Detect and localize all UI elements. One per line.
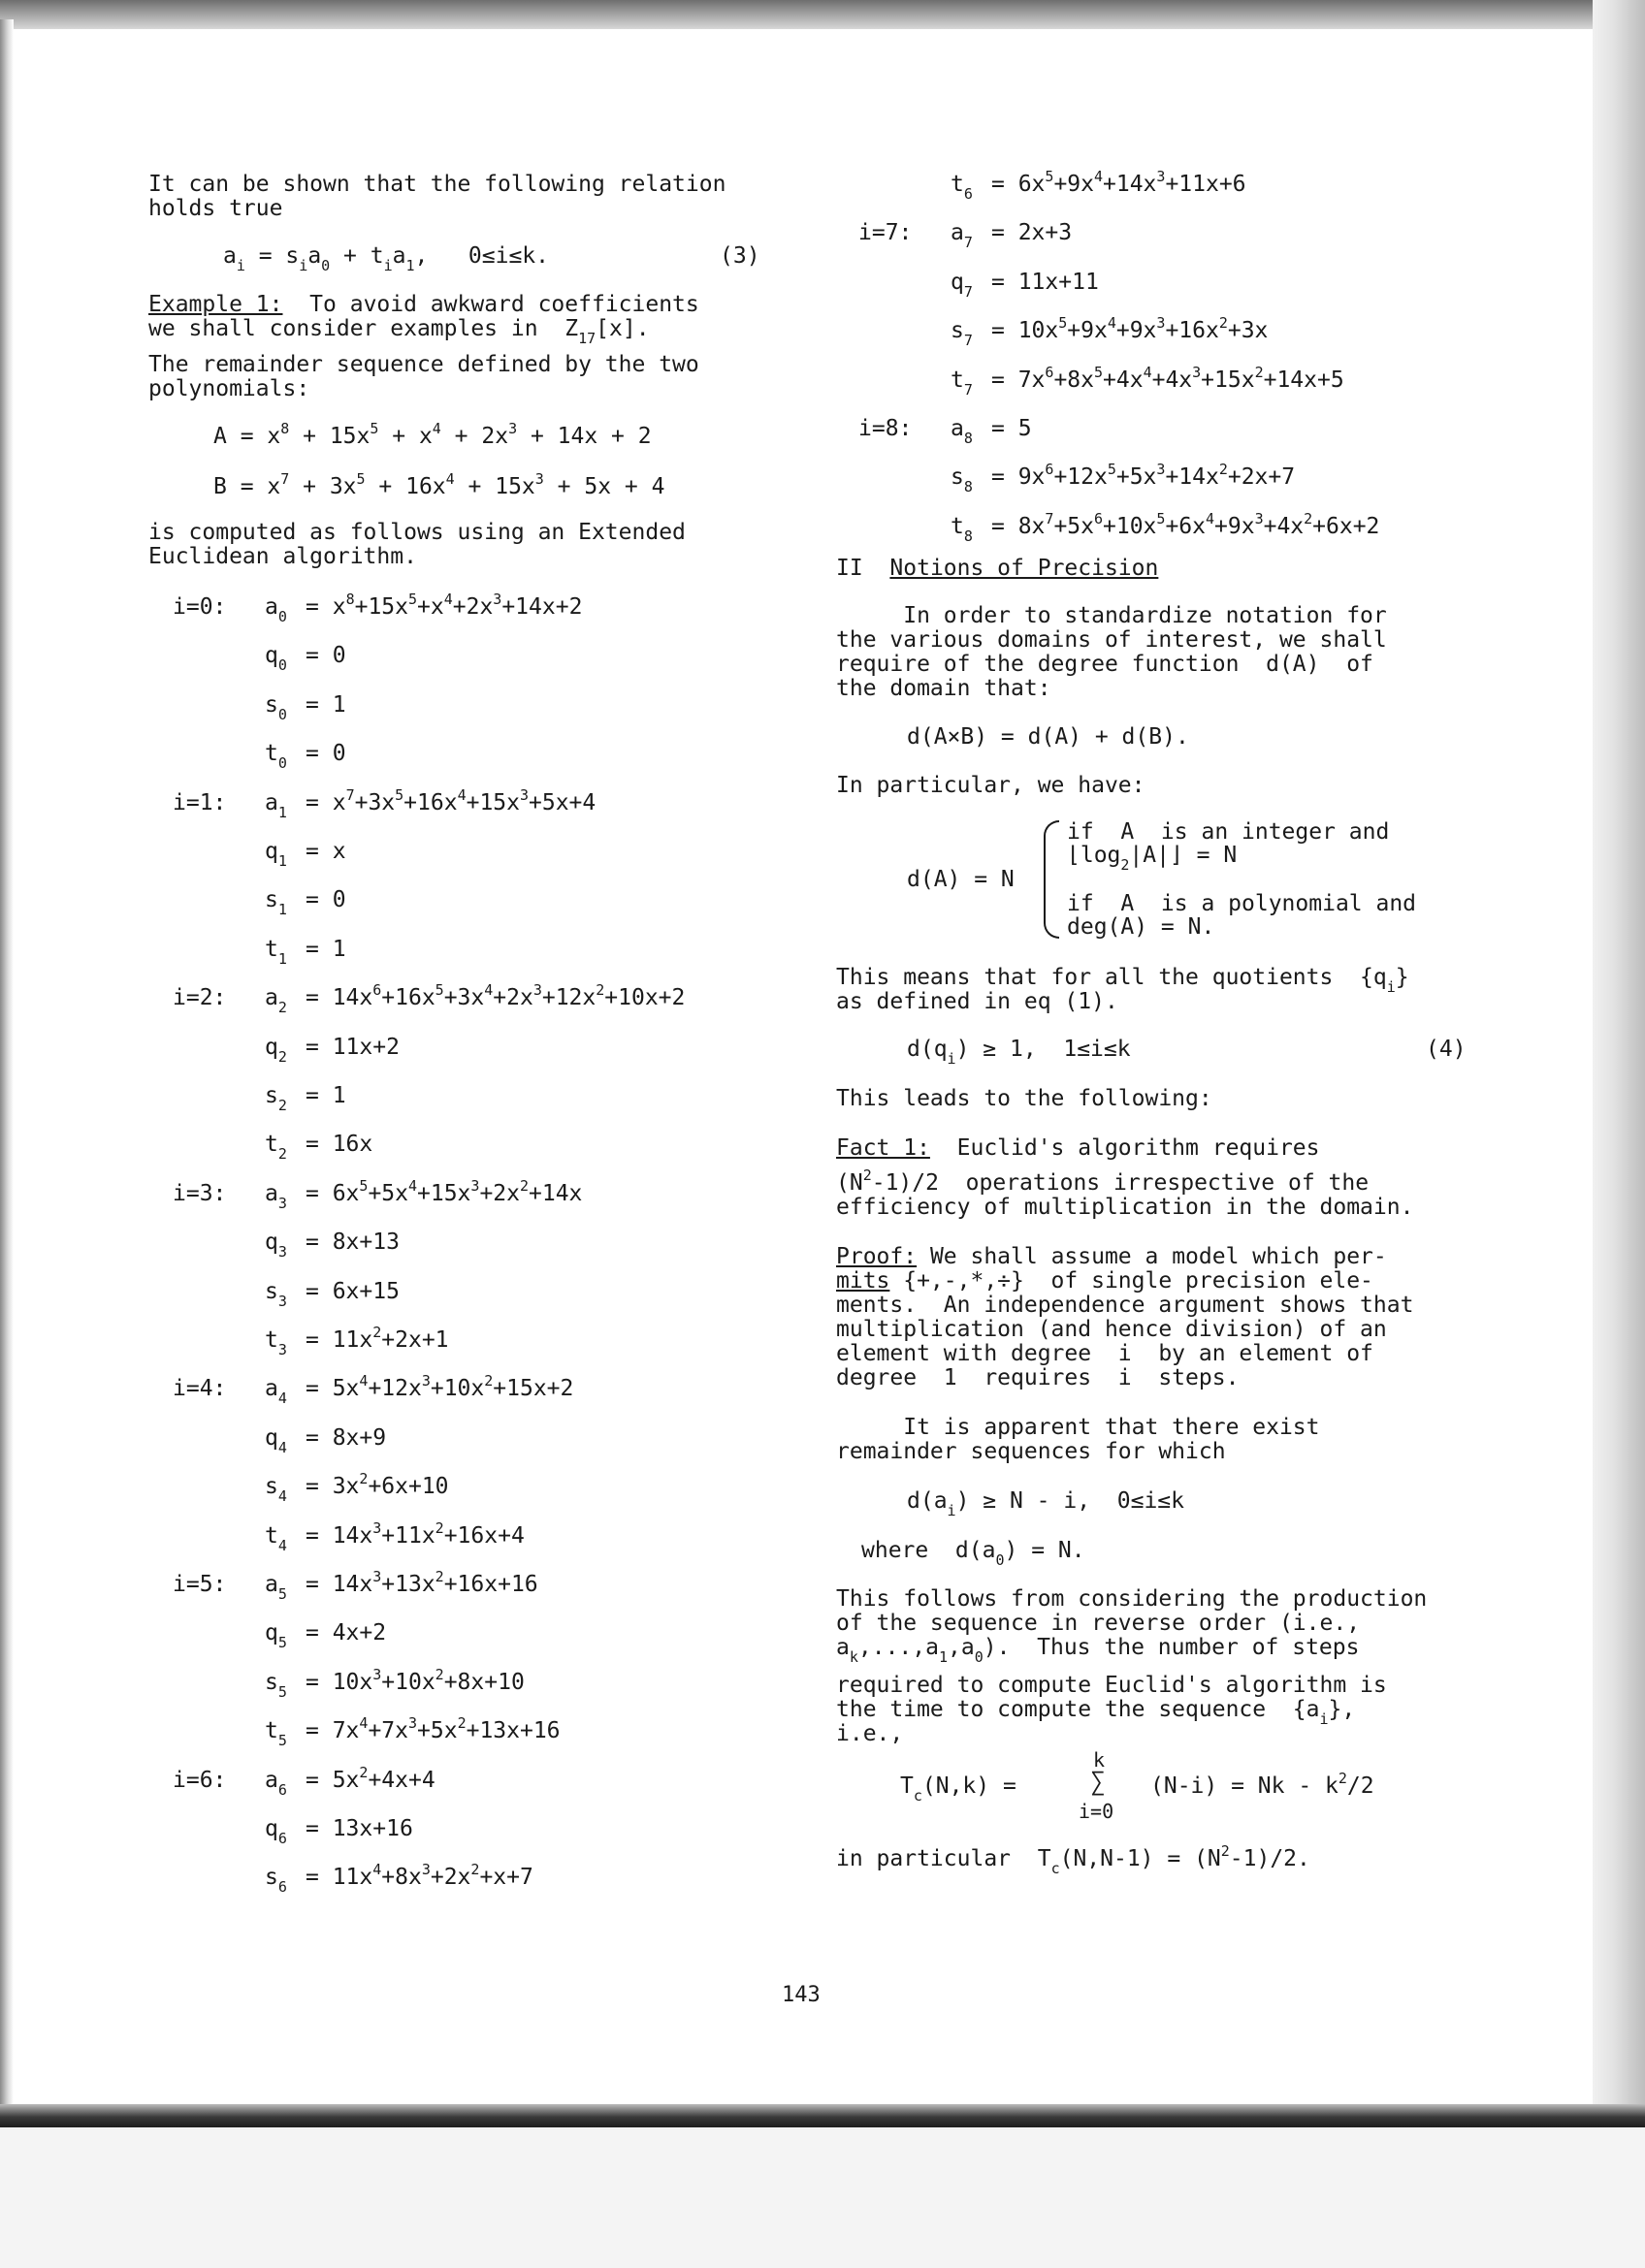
step-variable: $a_2$ bbox=[265, 985, 287, 1017]
polynomial-B: $B = x^7 + 3x^5 + 16x^4 + 15x^3 + 5x + 4$ bbox=[213, 470, 665, 499]
step-value: = 8x+13 bbox=[306, 1230, 400, 1256]
step-value: = $10x^3+10x^2+8x+10$ bbox=[306, 1665, 525, 1695]
step-value: = $7x^6+8x^5+4x^4+4x^3+15x^2+14x+5$ bbox=[991, 363, 1344, 393]
example-1-label: Example 1: bbox=[148, 292, 283, 317]
step-variable: $t_5$ bbox=[265, 1718, 287, 1750]
step-variable: $a_8$ bbox=[951, 416, 973, 447]
step-variable: $a_6$ bbox=[265, 1767, 287, 1799]
step-variable: $s_5$ bbox=[265, 1669, 287, 1701]
intro-line-1: It can be shown that the following relation bbox=[148, 172, 726, 197]
step-value: = $11x^4+8x^3+2x^2+x+7$ bbox=[306, 1861, 533, 1891]
step-value: = x bbox=[306, 839, 346, 864]
step-variable: $t_6$ bbox=[951, 172, 973, 203]
para1-line-2: the various domains of interest, we shall bbox=[836, 627, 1387, 653]
means-line-2: as defined in eq (1). bbox=[836, 989, 1118, 1014]
step-value: = 5 bbox=[991, 416, 1032, 441]
step-variable: $a_0$ bbox=[265, 594, 287, 625]
step-label: i=5: bbox=[173, 1572, 227, 1597]
summation-symbol: ∑ bbox=[1090, 1768, 1106, 1797]
step-value: = $6x^5+9x^4+14x^3+11x+6$ bbox=[991, 168, 1246, 197]
step-variable: $a_7$ bbox=[951, 220, 973, 252]
step-label: i=2: bbox=[173, 985, 227, 1011]
step-variable: $t_4$ bbox=[265, 1522, 287, 1554]
para1-line-4: the domain that: bbox=[836, 676, 1051, 701]
computed-text-1: is computed as follows using an Extended bbox=[148, 520, 686, 545]
step-variable: $q_1$ bbox=[265, 839, 287, 870]
case-2-line-1: if A is a polynomial and bbox=[1067, 891, 1417, 916]
step-variable: $a_1$ bbox=[265, 789, 287, 821]
proof-line-2: mits {+,-,*,÷} of single precision ele- bbox=[836, 1268, 1373, 1294]
step-variable: $s_4$ bbox=[265, 1474, 287, 1506]
follows-line-4: required to compute Euclid's algorithm is bbox=[836, 1673, 1387, 1698]
step-variable: $q_0$ bbox=[265, 643, 287, 675]
means-line-1: This means that for all the quotients $\{q_i\}$ bbox=[836, 965, 1409, 996]
step-label: i=1: bbox=[173, 789, 227, 815]
step-variable: $s_2$ bbox=[265, 1083, 287, 1114]
follows-line-2: of the sequence in reverse order (i.e., bbox=[836, 1611, 1361, 1636]
equation-number-3: (3) bbox=[720, 243, 760, 269]
step-variable: $t_2$ bbox=[265, 1132, 287, 1164]
proof-line-4: multiplication (and hence division) of an bbox=[836, 1317, 1387, 1342]
proof-line-3: ments. An independence argument shows that bbox=[836, 1293, 1414, 1318]
apparent-line-1: It is apparent that there exist bbox=[836, 1415, 1320, 1440]
section-heading bbox=[836, 557, 1158, 581]
section-title: Notions of Precision bbox=[889, 556, 1159, 581]
fact-1-line-1: Fact 1: Euclid's algorithm requires bbox=[836, 1135, 1320, 1161]
step-value: = 1 bbox=[306, 936, 346, 962]
step-value: = 13x+16 bbox=[306, 1816, 413, 1841]
step-variable: $t_7$ bbox=[951, 367, 973, 399]
step-value: = 8x+9 bbox=[306, 1424, 387, 1451]
equation-4: $d(q_i) \ge 1$, 1≤i≤k bbox=[907, 1037, 1131, 1068]
step-value: = $10x^5+9x^4+9x^3+16x^2+3x$ bbox=[991, 314, 1269, 344]
step-variable: $t_1$ bbox=[265, 936, 287, 968]
section-number: II bbox=[836, 556, 863, 581]
step-value: = $5x^2+4x+4$ bbox=[306, 1763, 435, 1793]
step-variable: $q_3$ bbox=[265, 1230, 287, 1262]
leads-text: This leads to the following: bbox=[836, 1086, 1212, 1111]
proof-line-5: element with degree i by an element of bbox=[836, 1341, 1373, 1366]
step-variable: $s_7$ bbox=[951, 318, 973, 350]
scan-background bbox=[0, 2127, 1645, 2268]
case-1-line-1: if A is an integer and bbox=[1067, 819, 1390, 845]
sum-upper-limit: k bbox=[1093, 1748, 1106, 1772]
step-variable: $q_5$ bbox=[265, 1620, 287, 1652]
step-label: i=0: bbox=[173, 594, 227, 620]
fact-1-line-3: efficiency of multiplication in the domain. bbox=[836, 1195, 1414, 1220]
step-variable: $q_7$ bbox=[951, 269, 973, 301]
step-variable: $q_6$ bbox=[265, 1816, 287, 1847]
computed-text-2: Euclidean algorithm. bbox=[148, 544, 417, 569]
step-label: i=8: bbox=[858, 416, 913, 441]
equation-number-4: (4) bbox=[1426, 1037, 1467, 1062]
degree-equation: d(A×B) = d(A) + d(B). bbox=[907, 724, 1189, 750]
follows-line-5: the time to compute the sequence $\{a_i\}$, bbox=[836, 1697, 1356, 1728]
scan-shadow-bottom bbox=[0, 2104, 1645, 2127]
step-value: = $14x^3+11x^2+16x+4$ bbox=[306, 1518, 525, 1549]
tc-lhs: $T_c(N,k)$ = bbox=[900, 1773, 1016, 1805]
example-1-line-1: Example 1: To avoid awkward coefficients bbox=[148, 292, 699, 317]
step-value: = 6x+15 bbox=[306, 1278, 400, 1304]
step-value: = 1 bbox=[306, 691, 346, 718]
scan-shadow-right bbox=[1593, 0, 1645, 2124]
case-1-line-2: $⌊\log_2|A|⌋ = N$ bbox=[1067, 843, 1238, 874]
step-label: i=7: bbox=[858, 220, 913, 246]
para1-line-1: In order to standardize notation for bbox=[836, 603, 1387, 628]
degree-inequality: $d(a_i) \ge N - i$, 0≤i≤k bbox=[907, 1488, 1184, 1519]
step-variable: $s_6$ bbox=[265, 1865, 287, 1897]
step-label: i=6: bbox=[173, 1767, 227, 1793]
step-value: = $11x^2+2x+1$ bbox=[306, 1324, 449, 1353]
in-particular-text: In particular, we have: bbox=[836, 773, 1145, 798]
step-variable: $t_0$ bbox=[265, 741, 287, 773]
proof-line-1: Proof: We shall assume a model which per- bbox=[836, 1244, 1387, 1269]
where-line: where $d(a_0) = N$. bbox=[861, 1538, 1085, 1569]
proof-label: Proof: bbox=[836, 1244, 918, 1269]
case-2-line-2: deg(A) = N. bbox=[1067, 914, 1215, 940]
step-value: = 11x+2 bbox=[306, 1034, 400, 1060]
step-variable: $t_8$ bbox=[951, 513, 973, 545]
example-1-line-2: we shall consider examples in $Z_{17}[x]$. bbox=[148, 316, 650, 347]
step-value: = $14x^3+13x^2+16x+16$ bbox=[306, 1568, 538, 1597]
dA-lhs: d(A) = N bbox=[907, 867, 1015, 892]
step-variable: $s_1$ bbox=[265, 887, 287, 919]
page-number: 143 bbox=[782, 1983, 821, 2007]
para1-line-3: require of the degree function d(A) of bbox=[836, 652, 1373, 677]
cases-brace bbox=[1044, 820, 1059, 939]
fact-1-line-2: $(N^2-1)/2$ operations irrespective of the bbox=[836, 1166, 1370, 1196]
step-variable: $s_0$ bbox=[265, 691, 287, 723]
step-label: i=3: bbox=[173, 1180, 227, 1206]
step-variable: $q_2$ bbox=[265, 1034, 287, 1066]
step-value: = 1 bbox=[306, 1083, 346, 1108]
step-variable: $a_4$ bbox=[265, 1376, 287, 1408]
step-variable: $s_3$ bbox=[265, 1278, 287, 1310]
step-variable: $q_4$ bbox=[265, 1424, 287, 1456]
step-value: = $3x^2+6x+10$ bbox=[306, 1470, 449, 1500]
relation-equation: $a_i = s_ia_0 + t_ia_1$, 0≤i≤k. bbox=[223, 243, 549, 274]
step-variable: $a_3$ bbox=[265, 1180, 287, 1212]
step-value: = 0 bbox=[306, 741, 346, 767]
proof-line-6: degree 1 requires i steps. bbox=[836, 1365, 1240, 1390]
step-value: = $7x^4+7x^3+5x^2+13x+16$ bbox=[306, 1714, 561, 1744]
step-variable: $a_5$ bbox=[265, 1572, 287, 1603]
step-variable: $t_3$ bbox=[265, 1327, 287, 1358]
step-value: = $14x^6+16x^5+3x^4+2x^3+12x^2+10x+2$ bbox=[306, 981, 686, 1011]
step-value: = 11x+11 bbox=[991, 269, 1099, 295]
step-value: = $5x^4+12x^3+10x^2+15x+2$ bbox=[306, 1372, 574, 1402]
sum-lower-limit: i=0 bbox=[1079, 1800, 1114, 1823]
tc-rhs: $(N-i) = Nk - k^2/2$ bbox=[1150, 1770, 1374, 1799]
apparent-line-2: remainder sequences for which bbox=[836, 1439, 1226, 1464]
remainder-text-1: The remainder sequence defined by the two bbox=[148, 352, 699, 377]
step-label: i=4: bbox=[173, 1376, 227, 1402]
follows-line-1: This follows from considering the production bbox=[836, 1586, 1428, 1612]
follows-line-6: i.e., bbox=[836, 1721, 904, 1746]
step-value: = 16x bbox=[306, 1132, 373, 1158]
step-value: = 2x+3 bbox=[991, 220, 1073, 246]
step-value: = 0 bbox=[306, 887, 346, 913]
intro-line-2: holds true bbox=[148, 196, 283, 221]
step-value: = $x^8+15x^5+x^4+2x^3+14x+2$ bbox=[306, 591, 583, 620]
step-value: = 0 bbox=[306, 643, 346, 669]
step-value: = $x^7+3x^5+16x^4+15x^3+5x+4$ bbox=[306, 785, 597, 815]
final-equation: in particular $T_c(N,N-1) = (N^2-1)/2$. bbox=[836, 1842, 1310, 1877]
follows-line-3: $a_k,...,a_1,a_0$). Thus the number of steps bbox=[836, 1635, 1360, 1666]
step-value: = 4x+2 bbox=[306, 1620, 387, 1646]
step-value: = $8x^7+5x^6+10x^5+6x^4+9x^3+4x^2+6x+2$ bbox=[991, 509, 1380, 539]
remainder-text-2: polynomials: bbox=[148, 376, 310, 401]
fact-1-label: Fact 1: bbox=[836, 1135, 930, 1161]
step-variable: $s_8$ bbox=[951, 464, 973, 496]
step-value: = $9x^6+12x^5+5x^3+14x^2+2x+7$ bbox=[991, 461, 1296, 491]
step-value: = $6x^5+5x^4+15x^3+2x^2+14x$ bbox=[306, 1176, 583, 1206]
polynomial-A: $A = x^8 + 15x^5 + x^4 + 2x^3 + 14x + 2$ bbox=[213, 420, 652, 449]
